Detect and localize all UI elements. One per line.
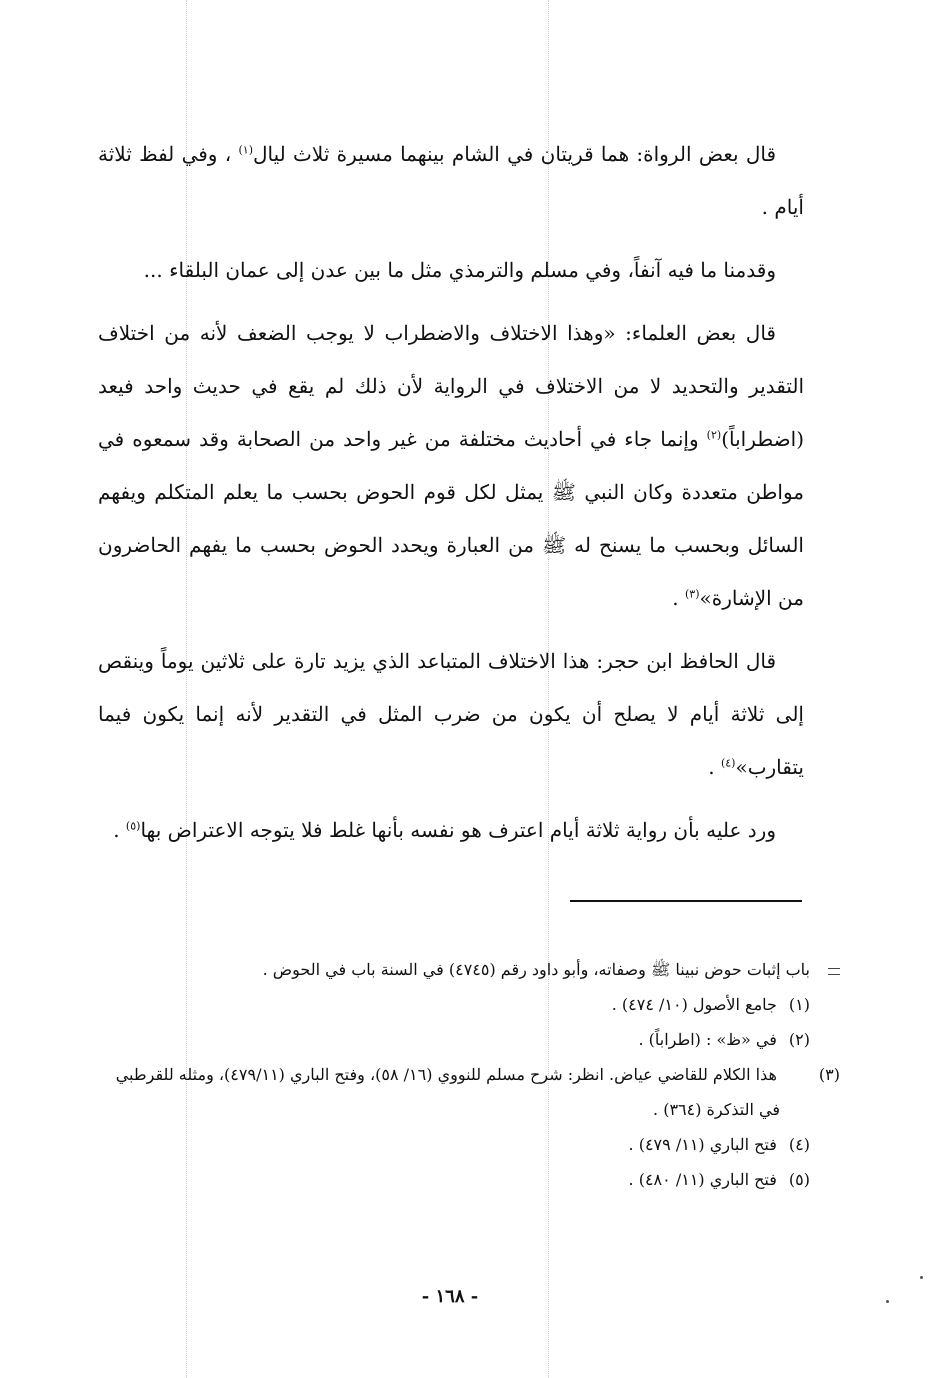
paragraph-text: وإنما جاء في أحاديث مختلفة من غير واحد من الصحابة وقد سمعوه في مواطن متعددة وكان النبي ﷺ يمثل لكل قوم الحوض بحسب ما يعلم المتكلم ويفهم السائل وبحسب ما يسنح له ﷺ من العبارة ويحدد الحوض بحسب ما يفهم الحاضرون من الإشارة»	[98, 427, 804, 610]
footnote-number: (٤)	[788, 1135, 810, 1154]
footnote-text: هذا الكلام للقاضي عياض. انظر: شرح مسلم للنووي (١٦/ ٥٨)، وفتح الباري (٤٧٩/١١)، ومثله للقرطبي في التذكرة (٣٦٤) .	[115, 1065, 780, 1119]
footnote-text: في «ظ» : (اطراباً) .	[638, 1030, 777, 1049]
scan-speck	[886, 1300, 889, 1303]
paragraph-text: قال بعض الرواة: هما قريتان في الشام بينهما مسيرة ثلاث ليال	[253, 142, 777, 166]
paragraph-text: ورد عليه بأن رواية ثلاثة أيام اعترف هو نفسه بأنها غلط فلا يتوجه الاعتراض بها	[140, 818, 776, 842]
page-number: - ١٦٨ -	[421, 1286, 479, 1307]
footnote-ref[interactable]: (٥)	[125, 819, 141, 833]
footnote-text: فتح الباري (١١/ ٤٨٠) .	[628, 1170, 777, 1189]
footnote-3	[98, 1057, 840, 1127]
footnote-number: (١)	[788, 995, 810, 1014]
footnote-number: (٢)	[788, 1030, 810, 1049]
footnote-number: (٣)	[818, 1065, 840, 1084]
scan-speck	[920, 1276, 923, 1279]
paragraph-3	[98, 307, 804, 625]
paragraph-2	[98, 244, 804, 297]
paragraph-text: وقدمنا ما فيه آنفاً، وفي مسلم والترمذي مثل ما بين عدن إلى عمان البلقاء ...	[143, 258, 776, 282]
footnote-continuation: باب إثبات حوض نبينا ﷺ وصفاته، وأبو داود رقم (٤٧٤٥) في السنة باب في الحوض .	[262, 960, 810, 979]
footnote-text: جامع الأصول (١٠/ ٤٧٤) .	[611, 995, 777, 1014]
paragraph-text: قال الحافظ ابن حجر: هذا الاختلاف المتباعد الذي يزيد تارة على ثلاثين يوماً وينقص إلى ثلاثة أيام لا يصلح أن يكون من ضرب المثل في التقدير لأنه إنما يكون فيما يتقارب»	[98, 649, 804, 779]
margin-mark	[828, 968, 840, 975]
footnote-2	[98, 1022, 810, 1057]
paragraph-5	[98, 804, 804, 857]
footnote-ref[interactable]: (٤)	[720, 756, 736, 770]
paragraph-1	[98, 128, 804, 234]
footnote-number: (٥)	[788, 1170, 810, 1189]
footnotes	[98, 952, 840, 1197]
footnote-1	[98, 987, 810, 1022]
footnote-ref[interactable]: (١)	[238, 143, 254, 157]
main-text	[98, 128, 804, 867]
paragraph-4	[98, 635, 804, 794]
footnote-text: فتح الباري (١١/ ٤٧٩) .	[628, 1135, 777, 1154]
paragraph-text: ، وفي لفظ ثلاثة أيام .	[98, 142, 804, 219]
paragraph-text: .	[113, 818, 126, 842]
footnote-4	[98, 1127, 810, 1162]
footnote-divider	[570, 900, 802, 902]
footnote-ref[interactable]: (٢)	[706, 428, 722, 442]
footnote-ref[interactable]: (٣)	[685, 587, 700, 601]
paragraph-text: .	[708, 755, 721, 779]
paragraph-text: قال بعض العلماء: «وهذا الاختلاف والاضطراب لا يوجب الضعف لأنه من اختلاف التقدير والتحديد لا من الاختلاف في الرواية لأن ذلك لم يقع في حديث واحد فيعد (اضطراباً)	[98, 321, 804, 451]
paragraph-text: .	[672, 586, 685, 610]
footnote-5	[98, 1162, 810, 1197]
